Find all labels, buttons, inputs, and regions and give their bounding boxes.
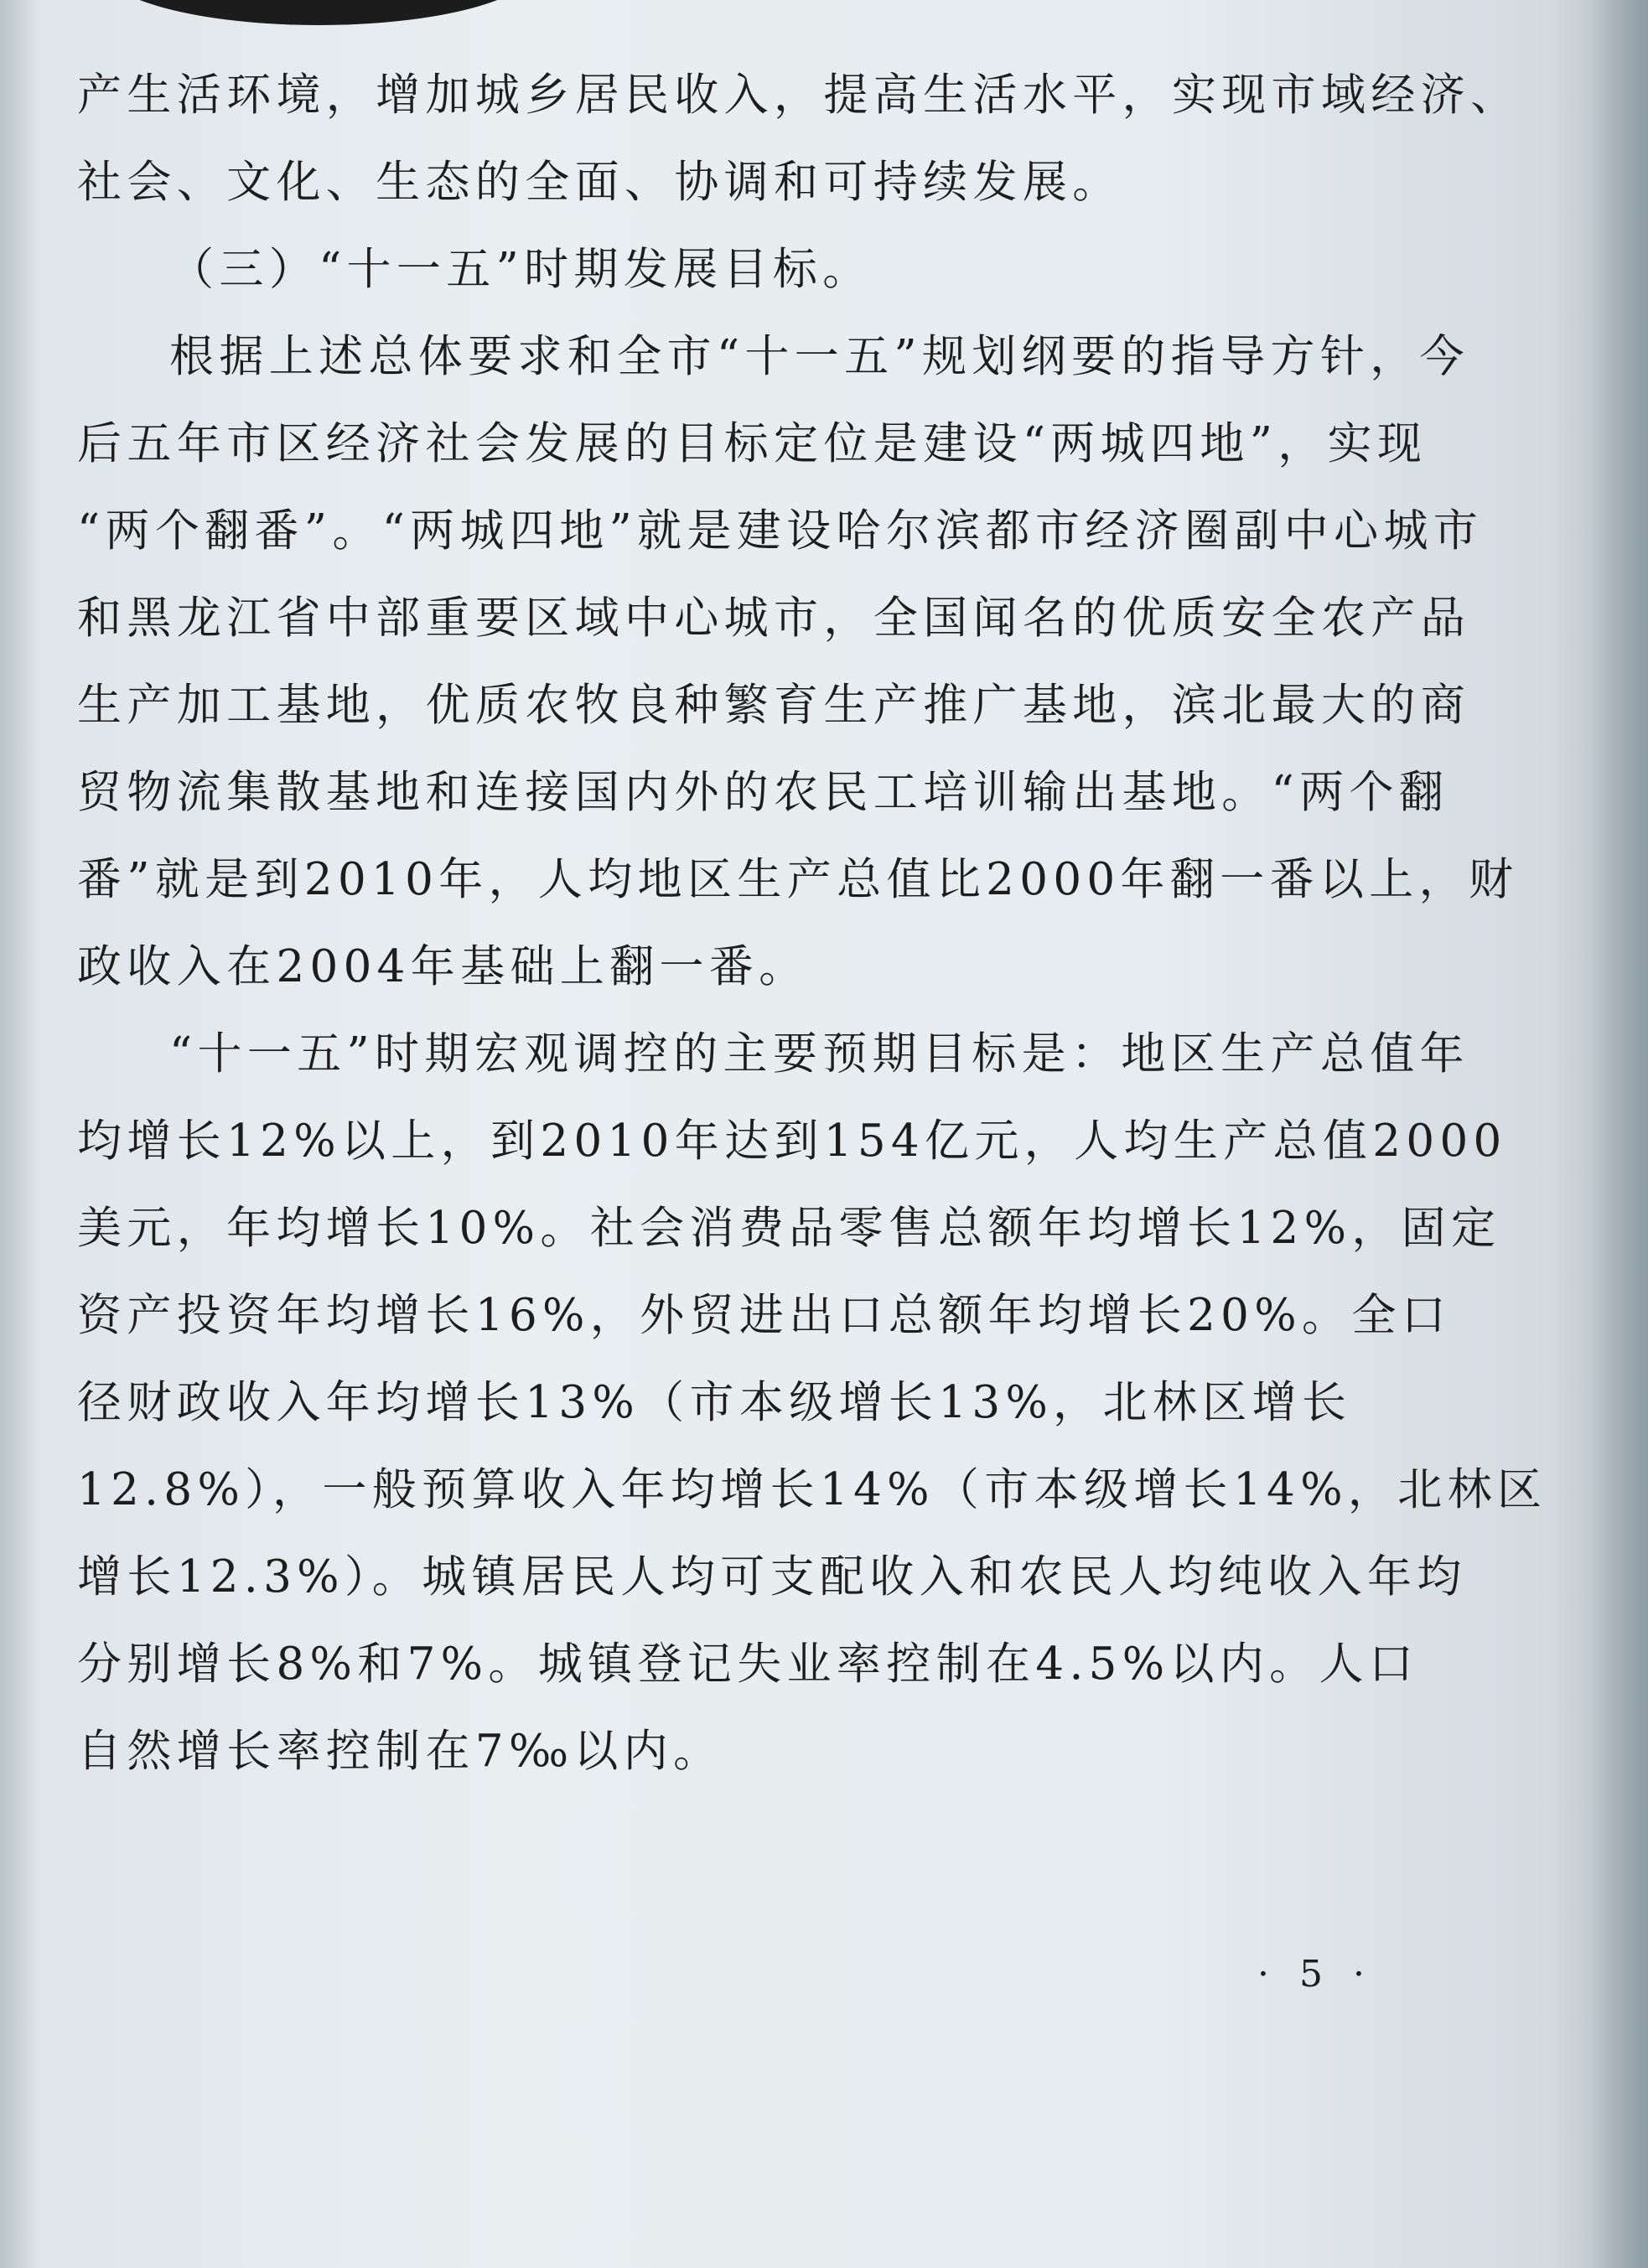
text-line: 均增长12%以上，到2010年达到154亿元，人均生产总值2000 — [77, 1116, 1507, 1167]
text-line: 和黑龙江省中部重要区域中心城市，全国闻名的优质安全农产品 — [77, 593, 1471, 644]
text-line: 自然增长率控制在7‰以内。 — [77, 1726, 723, 1777]
text-line: 12.8%），一般预算收入年均增长14%（市本级增长14%，北林区 — [77, 1464, 1547, 1515]
text-line: 后五年市区经济社会发展的目标定位是建设“两城四地”，实现 — [77, 418, 1428, 469]
page-edge-shadow — [1589, 0, 1648, 2268]
page-number: · 5 · — [1257, 1953, 1374, 1996]
body-text — [77, 52, 1547, 1795]
text-line: 美元，年均增长10%。社会消费品零售总额年均增长12%，固定 — [77, 1203, 1501, 1254]
top-shadow — [101, 0, 536, 25]
section-heading: （三）“十一五”时期发展目标。 — [169, 244, 873, 295]
text-line: 政收入在2004年基础上翻一番。 — [77, 941, 809, 992]
text-line: 生产加工基地，优质农牧良种繁育生产推广基地，滨北最大的商 — [77, 680, 1471, 731]
text-line: 资产投资年均增长16%，外贸进出口总额年均增长20%。全口 — [77, 1290, 1452, 1341]
text-line: “十一五”时期宏观调控的主要预期目标是：地区生产总值年 — [169, 1028, 1469, 1080]
text-line: 分别增长8%和7%。城镇登记失业率控制在4.5%以内。人口 — [77, 1639, 1419, 1690]
text-line: 社会、文化、生态的全面、协调和可持续发展。 — [77, 157, 1122, 208]
text-line: 贸物流集散基地和连接国内外的农民工培训输出基地。“两个翻 — [77, 767, 1449, 818]
text-line: “两个翻番”。“两城四地”就是建设哈尔滨都市经济圈副中心城市 — [77, 505, 1484, 557]
text-line: 番”就是到2010年，人均地区生产总值比2000年翻一番以上，财 — [77, 854, 1519, 905]
text-line: 径财政收入年均增长13%（市本级增长13%，北林区增长 — [77, 1377, 1352, 1428]
text-line: 产生活环境，增加城乡居民收入，提高生活水平，实现市域经济、 — [77, 70, 1521, 121]
text-line: 增长12.3%）。城镇居民人均可支配收入和农民人均纯收入年均 — [77, 1551, 1467, 1603]
text-line: 根据上述总体要求和全市“十一五”规划纲要的指导方针，今 — [169, 331, 1469, 382]
